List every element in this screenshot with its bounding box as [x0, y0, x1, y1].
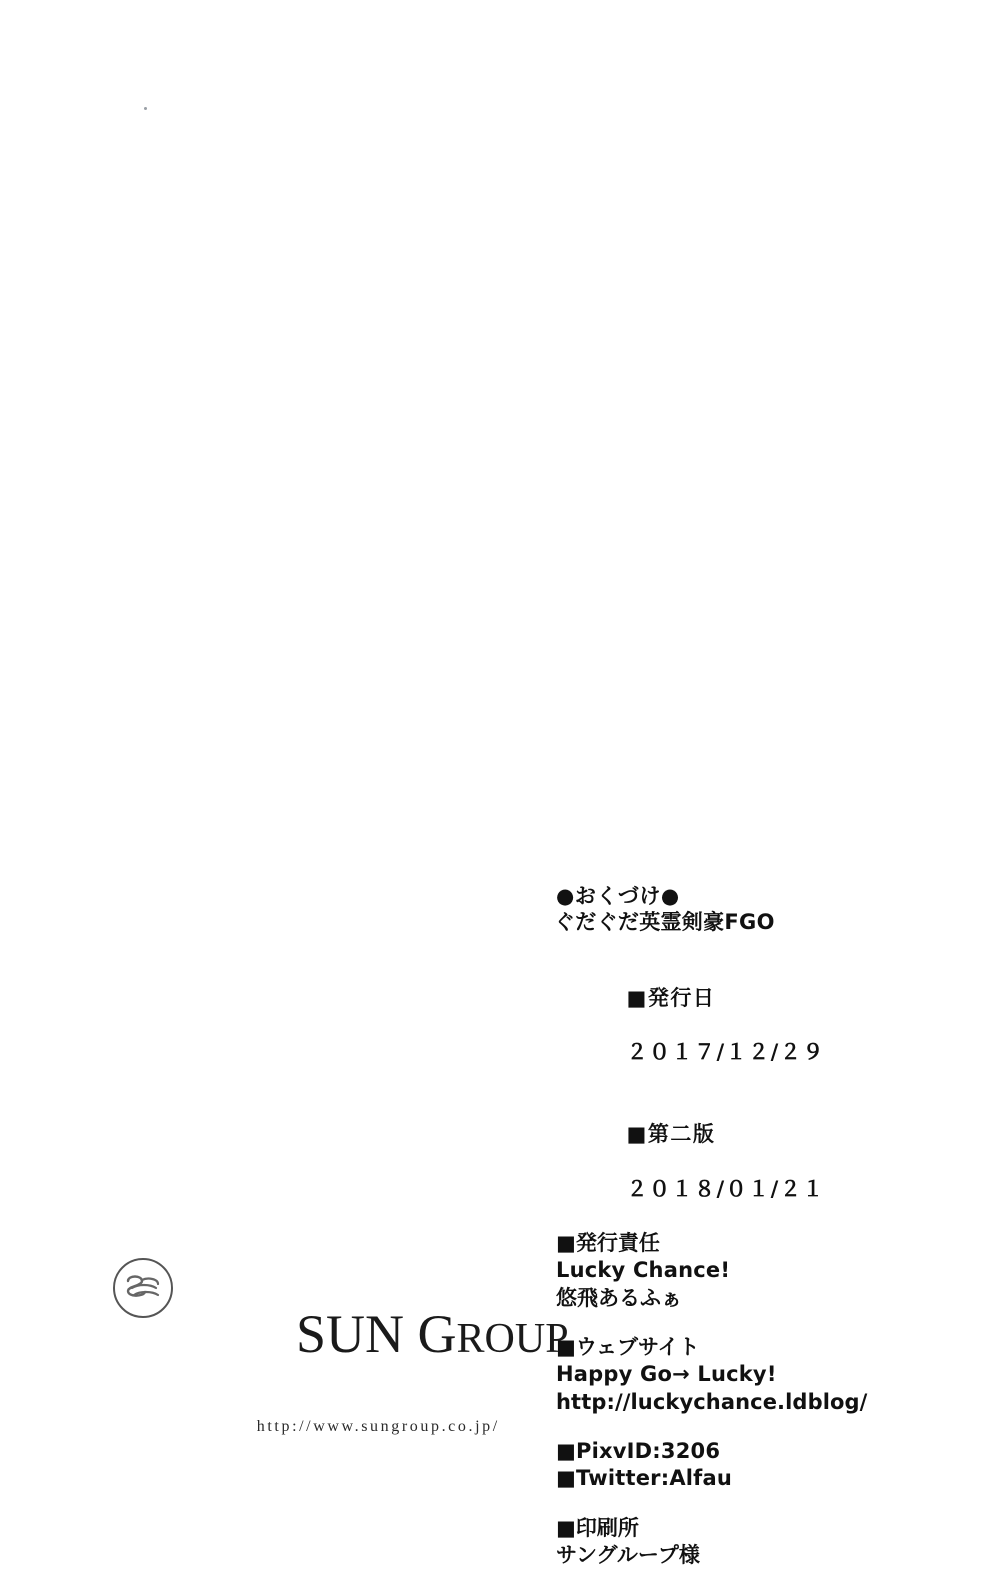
pixiv-id: ■PixvID:3206: [556, 1438, 721, 1463]
work-title: ぐだぐだ英霊剣豪FGO: [554, 909, 775, 934]
twitter-handle: ■Twitter:Alfau: [556, 1466, 733, 1491]
website-group: [556, 1334, 976, 1416]
colophon-block: [556, 884, 976, 1569]
colophon-header: ●おくづけ●: [556, 884, 680, 908]
logo-word-group-rest: ROUP: [456, 1316, 569, 1362]
logo-word-group-cap: G: [417, 1304, 457, 1364]
scan-artifact-dot: [144, 107, 147, 110]
sun-group-wordmark: [188, 1253, 569, 1436]
author-name: 悠飛あるふぁ: [556, 1285, 682, 1310]
printer-name: サングループ様: [556, 1542, 700, 1567]
second-edition-value: ２０１８/０１/２１: [626, 1176, 825, 1201]
second-edition-label: ■第二版: [626, 1122, 716, 1146]
accounts-group: [556, 1438, 976, 1493]
circle-name: Lucky Chance!: [556, 1258, 731, 1283]
publish-date-label: ■発行日: [626, 985, 716, 1010]
publish-date-value: ２０１７/１２/２９: [626, 1040, 825, 1065]
website-label: ■ウェブサイト: [556, 1335, 700, 1360]
logo-word-sun: SUN: [296, 1304, 405, 1364]
website-url[interactable]: http://luckychance.ldblog/: [556, 1389, 868, 1414]
publication-group: [556, 957, 976, 1312]
sun-group-url[interactable]: http://www.sungroup.co.jp/: [256, 1418, 500, 1435]
website-name: Happy Go→ Lucky!: [556, 1362, 777, 1387]
printer-group: [556, 1515, 976, 1569]
responsibility-label: ■発行責任: [556, 1231, 660, 1256]
sun-group-logo: [112, 1253, 569, 1436]
sun-group-mark-icon: [112, 1257, 174, 1319]
printer-label: ■印刷所: [556, 1515, 639, 1540]
